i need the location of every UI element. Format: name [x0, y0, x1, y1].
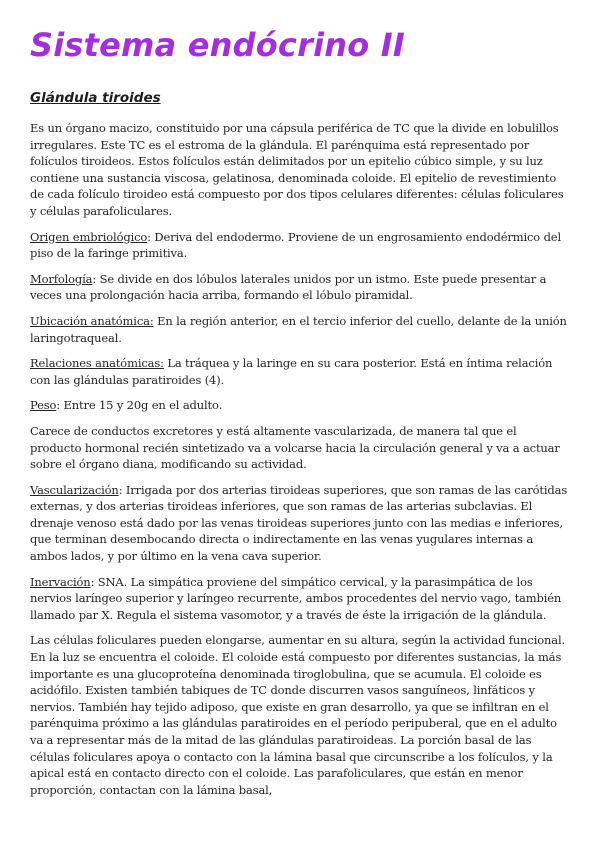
page-title: Sistema endócrino II — [30, 26, 405, 64]
paragraph-relaciones — [30, 355, 570, 388]
paragraph-text: La tráquea y la laringe en su cara posterior. Está en íntima relación con las glándulas paratiroides (4). — [30, 356, 553, 387]
paragraph-peso — [30, 397, 570, 414]
paragraph-text: : SNA. La simpática proviene del simpático cervical, y la parasimpática de los nervios laríngeo superior y laríngeo recurrente, ambos procedentes del nervio vago, también llamado par X. Regula el sistema vasomotor, y a través de éste la irrigación de la glándula. — [30, 574, 562, 622]
paragraph-morfologia — [30, 271, 570, 304]
paragraph-vascularizacion — [30, 482, 570, 565]
paragraph-text: Carece de conductos excretores y está altamente vascularizada, de manera tal que el producto hormonal recién sintetizado va a volcarse hacia la circulación general y va a actuar sobre el órgano diana, modificando su actividad. — [30, 423, 560, 472]
paragraph-label: Ubicación anatómica: — [30, 313, 154, 328]
paragraph-intro — [30, 120, 570, 220]
paragraph-origen — [30, 229, 570, 262]
paragraph-label: Inervación — [30, 574, 91, 589]
paragraph-text: En la región anterior, en el tercio inferior del cuello, delante de la unión laringotraqueal. — [30, 313, 567, 345]
paragraph-text: : Irrigada por dos arterias tiroideas superiores, que son ramas de las carótidas externas, y dos arterias tiroideas inferiores, que son ramas de las arterias subclavias. El drenaje venoso está dado por las venas tiroideas superiores junto con las medias e inferiores, que terminan desembocando directa o indirectamente en las venas yugulares internas a ambos lados, y por último en la vena cava superior. — [30, 482, 568, 564]
paragraph-label: Vascularización — [30, 482, 119, 497]
paragraph-label: Peso — [30, 398, 57, 413]
paragraph-text: : Deriva del endodermo. Proviene de un engrosamiento endodérmico del piso de la faringe primitiva. — [30, 229, 561, 261]
paragraph-inervacion — [30, 574, 570, 624]
paragraph-ubicacion — [30, 313, 570, 346]
paragraph-text: : Entre 15 y 20g en el adulto. — [56, 398, 223, 413]
paragraph-label: Morfología — [30, 271, 93, 286]
paragraph-celulas — [30, 632, 570, 798]
paragraph-text: : Se divide en dos lóbulos laterales unidos por un istmo. Este puede presentar a veces una prolongación hacia arriba, formando el lóbulo piramidal. — [30, 271, 547, 303]
paragraph-excretores — [30, 423, 570, 473]
section-subtitle: Glándula tiroides — [30, 90, 161, 106]
paragraph-text: Es un órgano macizo, constituido por una cápsula periférica de TC que la divide en lobulillos irregulares. Este TC es el estroma de la glándula. El parénquima está representado por folículos tiroideos. Estos folículos están delimitados por un epitelio cúbico simple, y su luz contiene una sustancia viscosa, gelatinosa, denominada coloide. El epitelio de revestimiento de cada folículo tiroideo está compuesto por dos tipos celulares diferentes: células foliculares y células parafoliculares. — [30, 121, 564, 218]
paragraph-text: Las células foliculares pueden elongarse, aumentar en su altura, según la actividad funcional. En la luz se encuentra el coloide. El coloide está compuesto por diferentes sustancias, la más importante es una glucoproteína denominada tiroglobulina, que se acumula. El coloide es acidófilo. Existen también tabiques de TC donde discurren vasos sanguíneos, linfáticos y nervios. También hay tejido adiposo, que existe en gran desarrollo, ya que se infiltran en el parénquima próximo a las glándulas paratiroides en el período peripuberal, que en el adulto va a representar más de la mitad de las glándulas paratiroideas. La porción basal de las células foliculares apoya o contacto con la lámina basal que circunscribe a los folículos, y la apical está en contacto directo con el coloide. Las parafoliculares, que están en menor proporción, contactan con la lámina basal, — [30, 633, 566, 797]
paragraph-label: Relaciones anatómicas: — [30, 356, 164, 371]
paragraph-label: Origen embriológico — [30, 229, 148, 244]
